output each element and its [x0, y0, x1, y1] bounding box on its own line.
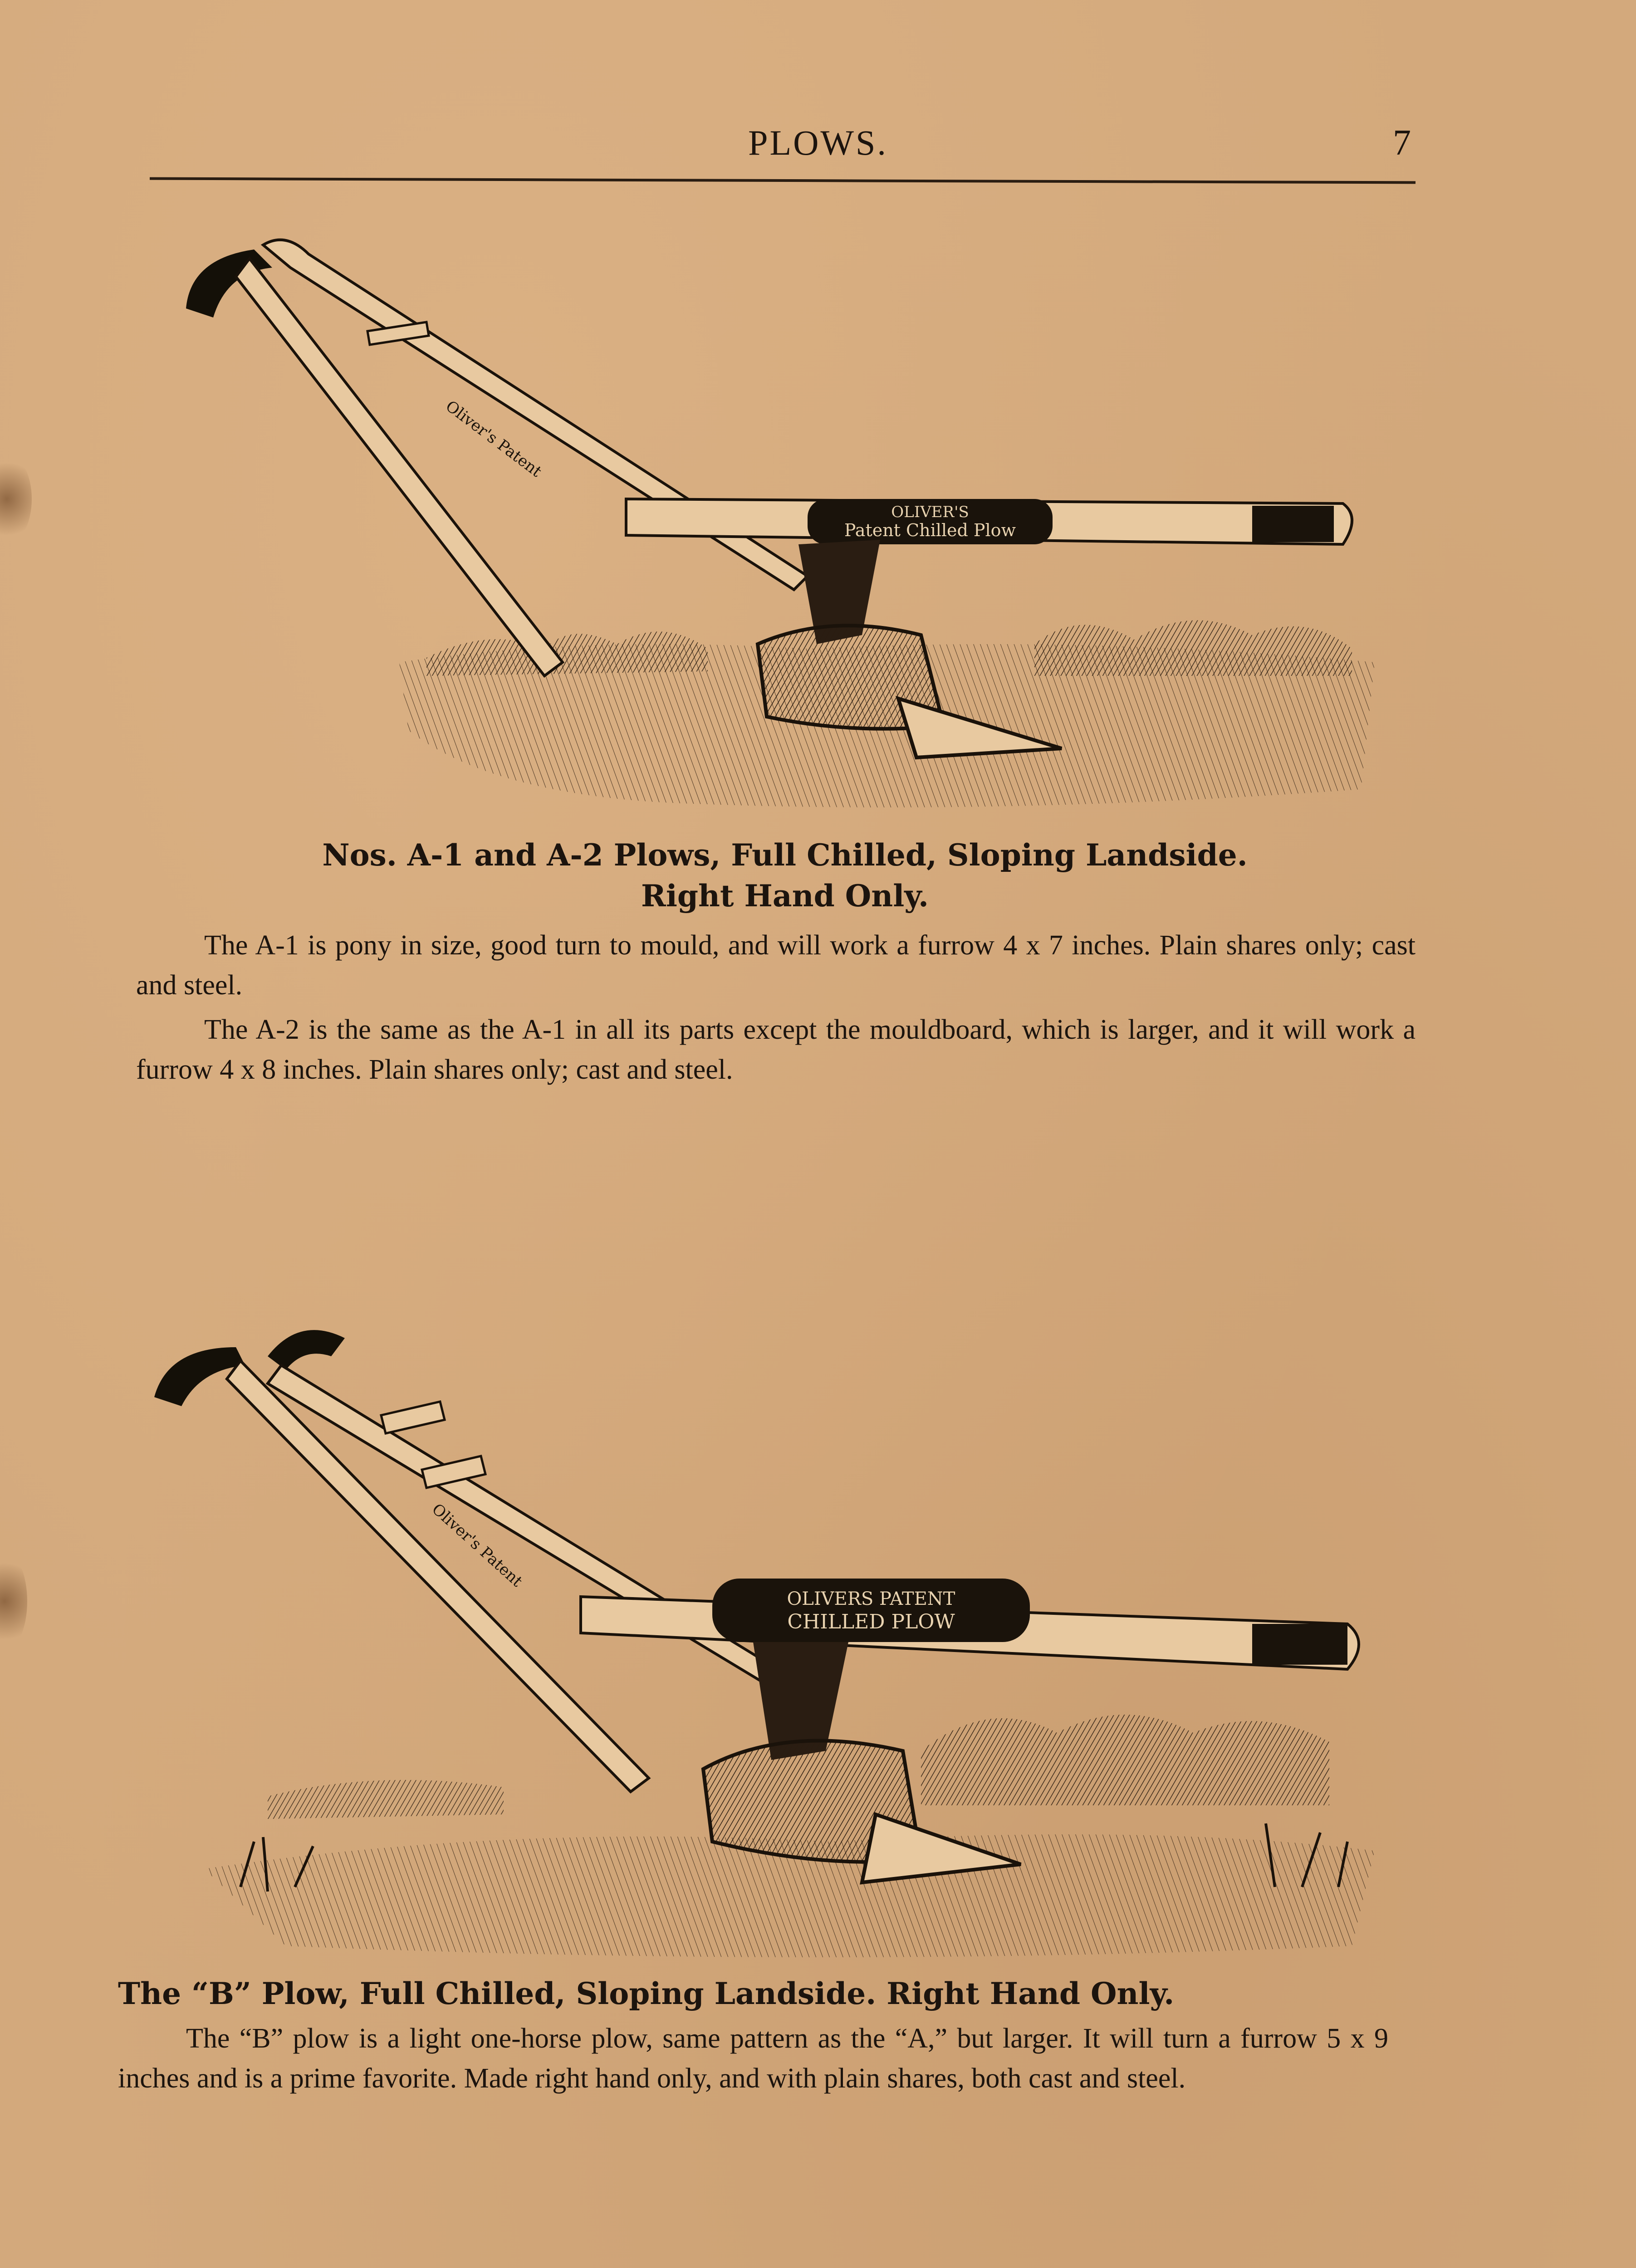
- running-head: PLOWS.: [748, 123, 888, 162]
- plow-b-caption: [118, 1973, 1388, 2014]
- paragraph: The A-2 is the same as the A-1 in all its parts except the mouldboard, which is larger, and it will work a furrow 4 x 8 inches. Plain shares only; cast and steel.: [136, 1014, 1416, 1085]
- plow-handle: [268, 1330, 345, 1370]
- beam-plate-text: Patent Chilled Plow: [844, 520, 1016, 540]
- plow-a-description: [136, 925, 1416, 1090]
- plow-b-illustration: [150, 1297, 1411, 1960]
- plow-handle: [268, 1365, 808, 1701]
- caption-line: Nos. A-1 and A-2 Plows, Full Chilled, Sloping Landside.: [322, 837, 1248, 873]
- beam-clevis: [1252, 1624, 1347, 1665]
- beam-clevis: [1252, 506, 1334, 542]
- page-stain: [0, 1551, 27, 1651]
- beam-plate-text: OLIVERS PATENT: [787, 1589, 955, 1609]
- handle-rung: [381, 1402, 445, 1433]
- beam-plate-text: OLIVER'S: [891, 503, 969, 521]
- plow-a-caption: [150, 835, 1420, 916]
- plow-a-illustration: [172, 227, 1388, 816]
- caption-line: Right Hand Only.: [641, 878, 929, 914]
- handle-plate-text: Oliver's Patent: [428, 1500, 526, 1591]
- tree-line: [268, 1780, 504, 1819]
- plow-a-engraving: [172, 227, 1388, 816]
- page-stain: [0, 454, 32, 544]
- tree-line: [1034, 620, 1352, 676]
- plow-b-engraving: [150, 1297, 1411, 1960]
- paragraph: The “B” plow is a light one-horse plow, same pattern as the “A,” but larger. It will turn a furrow 5 x 9 inches and is a prime favorite. Made right hand only, and with plain shares, both cast and steel.: [118, 2023, 1388, 2094]
- paragraph: The A-1 is pony in size, good turn to mould, and will work a furrow 4 x 7 inches. Plain shares only; cast and steel.: [136, 930, 1416, 1001]
- plow-b-description: [118, 2019, 1388, 2098]
- caption-line: The “B” Plow, Full Chilled, Sloping Landside. Right Hand Only.: [118, 1976, 1175, 2011]
- page-number: 7: [1393, 123, 1411, 163]
- handle-plate-text: Oliver's Patent: [442, 397, 545, 481]
- header-rule: [150, 177, 1416, 184]
- tree-line: [426, 631, 708, 676]
- tree-line: [921, 1715, 1329, 1805]
- beam-plate-text: CHILLED PLOW: [787, 1610, 955, 1633]
